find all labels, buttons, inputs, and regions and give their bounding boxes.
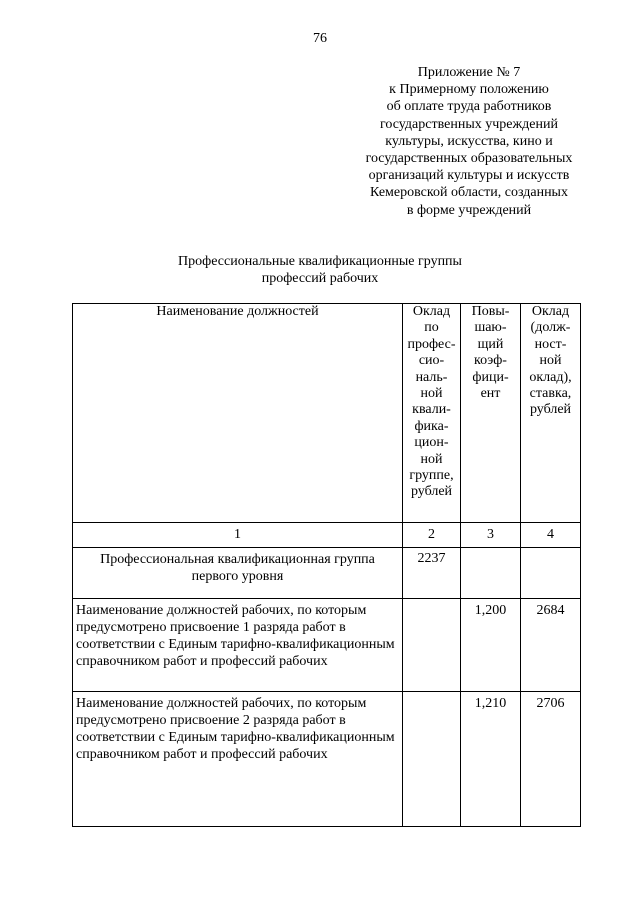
empty-cell: [403, 692, 461, 827]
header-text-line: квали-: [412, 402, 451, 418]
appendix-line: организаций культуры и искусств: [368, 168, 570, 184]
column-number: 1: [73, 523, 403, 548]
header-text-line: ной: [420, 451, 443, 467]
column-number: 2: [403, 523, 461, 548]
column-numbers-row: [73, 523, 581, 548]
appendix-line: государственных учреждений: [380, 116, 558, 132]
header-position-name: Наименование должностей: [73, 304, 403, 523]
appendix-line: к Примерному положению: [389, 82, 549, 98]
header-text-line: рублей: [410, 484, 453, 500]
header-text-line: ност-: [534, 336, 567, 352]
header-text-line: ной: [420, 386, 443, 402]
group-salary: 2237: [403, 548, 461, 599]
table-row: [73, 599, 581, 692]
group-row: [73, 548, 581, 599]
empty-cell: [461, 548, 521, 599]
appendix-line: об оплате труда работников: [386, 99, 552, 115]
title-line: Профессиональные квалификационные группы: [178, 254, 462, 269]
header-text-line: ной: [539, 353, 562, 369]
header-text-line: Оклад: [531, 304, 570, 319]
header-text-line: Оклад: [412, 304, 451, 319]
salary-value: 2706: [521, 692, 581, 827]
appendix-line: в форме учреждений: [406, 202, 532, 218]
header-text-line: фика-: [414, 418, 449, 434]
header-coefficient: [461, 304, 521, 523]
column-number: 3: [461, 523, 521, 548]
header-text-line: щий: [477, 336, 504, 352]
header-text-line: коэф-: [474, 353, 507, 369]
header-text-line: по: [424, 320, 439, 336]
column-number: 4: [521, 523, 581, 548]
qualification-table: [72, 303, 581, 827]
header-text-line: ставка,: [529, 386, 572, 402]
header-text-line: рублей: [529, 402, 572, 418]
header-text-line: наль-: [415, 369, 448, 385]
header-text-line: группе,: [409, 468, 454, 484]
empty-cell: [403, 599, 461, 692]
header-salary: [521, 304, 581, 523]
position-name: Наименование должностей рабочих, по которым предусмотрено присвоение 1 разряда работ в соответствии с Единым тарифно-квалификационным справочником работ и профессий рабочих: [73, 599, 403, 692]
page-number: 76: [313, 31, 327, 46]
header-text-line: оклад),: [529, 369, 572, 385]
header-text-line: шаю-: [474, 320, 507, 336]
coefficient-value: 1,200: [461, 599, 521, 692]
header-row: [73, 304, 581, 523]
document-title: [0, 253, 640, 287]
appendix-line: культуры, искусства, кино и: [385, 133, 553, 149]
title-line: профессий рабочих: [261, 271, 379, 286]
header-text-line: профес-: [407, 336, 456, 352]
appendix-header: [346, 64, 592, 219]
appendix-line: Приложение № 7: [417, 65, 521, 80]
header-text-line: Повы-: [471, 304, 510, 319]
header-group-salary: [403, 304, 461, 523]
header-text-line: (долж-: [530, 320, 571, 336]
position-name: Наименование должностей рабочих, по которым предусмотрено присвоение 2 разряда работ в соответствии с Единым тарифно-квалификационным справочником работ и профессий рабочих: [73, 692, 403, 827]
header-text-line: ент: [480, 386, 501, 402]
header-text-line: фици-: [472, 369, 509, 385]
group-name: Профессиональная квалификационная группа первого уровня: [73, 548, 403, 599]
appendix-line: государственных образовательных: [365, 151, 573, 167]
table-row: [73, 692, 581, 827]
header-text-line: цион-: [414, 435, 449, 451]
salary-value: 2684: [521, 599, 581, 692]
appendix-line: Кемеровской области, созданных: [370, 185, 568, 201]
coefficient-value: 1,210: [461, 692, 521, 827]
empty-cell: [521, 548, 581, 599]
header-text-line: сио-: [418, 353, 445, 369]
